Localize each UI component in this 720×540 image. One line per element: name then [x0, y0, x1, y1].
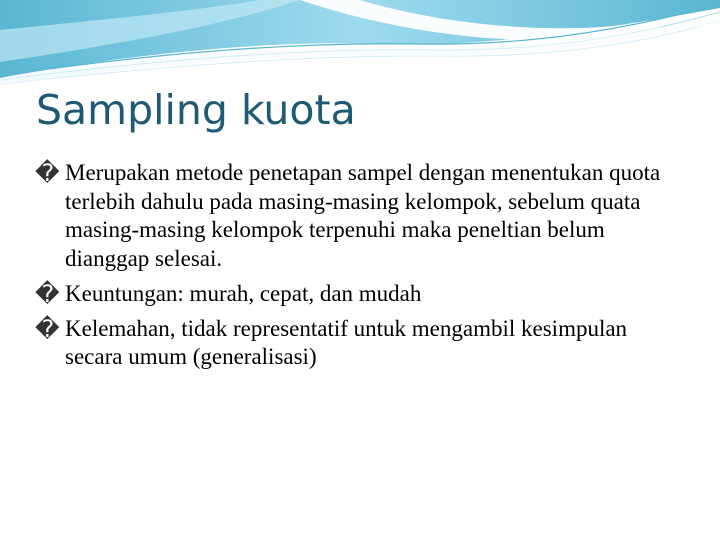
bullet-list — [35, 159, 685, 378]
bullet-marker-icon: � — [35, 279, 60, 308]
bullet-text: Kelemahan, tidak representatif untuk mengambil kesimpulan secara umum (generalisasi) — [65, 315, 628, 370]
header-wave-decoration — [0, 0, 720, 90]
bullet-text: Keuntungan: murah, cepat, dan mudah — [65, 280, 422, 306]
bullet-marker-icon: � — [35, 159, 60, 187]
bullet-item — [35, 159, 685, 274]
bullet-text: Merupakan metode penetapan sampel dengan menentukan quota terlebih dahulu pada masing-masing kelompok, sebelum quata masing-masing kelompok terpenuhi maka peneltian belum dianggap selesai. — [65, 160, 661, 272]
bullet-item — [35, 315, 685, 372]
slide-title: Sampling kuota — [36, 86, 356, 134]
bullet-item — [35, 280, 685, 309]
bullet-marker-icon: � — [35, 314, 60, 343]
